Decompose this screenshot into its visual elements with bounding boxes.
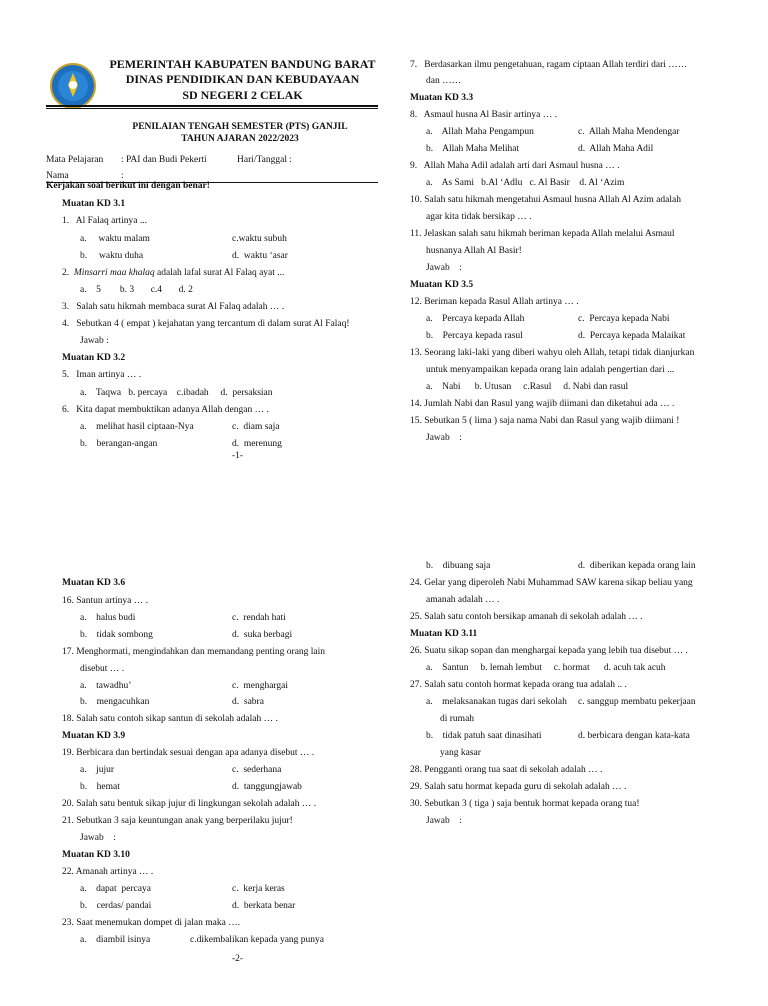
question-29: 29. Salah satu hormat kepada guru di sekolah adalah … . [410, 782, 627, 792]
q27-option-a: a. melaksanakan tugas dari sekolah [426, 697, 567, 707]
question-1: 1. Al Falaq artinya ... [62, 216, 147, 226]
question-14: 14. Jumlah Nabi dan Rasul yang wajib diimani dan diketahui ada … . [410, 399, 675, 409]
question-13: 13. Seorang laki-laki yang diberi wahyu oleh Allah, tetapi tidak dianjurkan [410, 348, 695, 358]
question-7-cont: dan …… [426, 76, 462, 86]
exam-title: PENILAIAN TENGAH SEMESTER (PTS) GANJIL [132, 122, 348, 132]
question-19: 19. Berbicara dan bertindak sesuai dengan apa adanya disebut … . [62, 748, 315, 758]
question-10: 10. Salah satu hikmah mengetahui Asmaul husna Allah Al Azim adalah [410, 195, 681, 205]
exam-year: TAHUN AJARAN 2022/2023 [181, 134, 299, 144]
q23-option-a: a. diambil isinya [80, 935, 151, 945]
page-number-2: -2- [232, 954, 244, 964]
q26-options: a. Santun b. lemah lembut c. hormat d. acuh tak acuh [426, 663, 666, 673]
question-21: 21. Sebutkan 3 saja keuntungan anak yang berperilaku jujur! [62, 816, 293, 826]
q1-option-d: d. waktu ‘asar [232, 251, 288, 261]
q11-answer-line: Jawab : [426, 263, 462, 273]
question-11-cont: husnanya Allah Al Basir! [426, 246, 522, 256]
q1-option-b: b. waktu duha [80, 251, 144, 261]
q6-option-b: b. berangan-angan [80, 439, 158, 449]
q30-answer-line: Jawab : [426, 816, 462, 826]
q23-option-d: d. diberikan kepada orang lain [578, 561, 696, 571]
kd-3-6-heading: Muatan KD 3.6 [62, 578, 126, 588]
q22-option-c: c. kerja keras [232, 884, 285, 894]
question-24-cont: amanah adalah … . [426, 595, 500, 605]
q1-option-c: c.waktu subuh [232, 234, 287, 244]
header-rule-thin [46, 108, 378, 109]
q19-option-b: b. hemat [80, 782, 120, 792]
q6-option-c: c. diam saja [232, 422, 280, 432]
subject-value: : PAI dan Budi Pekerti [121, 155, 207, 165]
kd-3-10-heading: Muatan KD 3.10 [62, 850, 130, 860]
q12-option-b: b. Percaya kepada rasul [426, 331, 523, 341]
question-30: 30. Sebutkan 3 ( tiga ) saja bentuk hormat kepada orang tua! [410, 799, 640, 809]
q17-option-a: a. tawadhu’ [80, 681, 132, 691]
question-26: 26. Suatu sikap sopan dan menghargai kepada yang lebih tua disebut … . [410, 646, 688, 656]
header-line2: DINAS PENDIDIKAN DAN KEBUDAYAAN [125, 72, 360, 86]
question-4: 4. Sebutkan 4 ( empat ) kejahatan yang tercantum di dalam surat Al Falaq! [62, 319, 350, 329]
question-28: 28. Pengganti orang tua saat di sekolah adalah … . [410, 765, 603, 775]
question-8: 8. Asmaul husna Al Basir artinya … . [410, 110, 557, 120]
q16-option-b: b. tidak sombong [80, 630, 153, 640]
q27-option-c: c. sanggup membatu pekerjaan [578, 697, 696, 707]
q13-options: a. Nabi b. Utusan c.Rasul d. Nabi dan rasul [426, 382, 629, 392]
date-colon: : [289, 155, 292, 165]
q23-option-c: c.dikembalikan kepada yang punya [190, 935, 325, 945]
question-17: 17. Menghormati, mengindahkan dan memandang penting orang lain [62, 647, 326, 657]
q19-option-c: c. sederhana [232, 765, 282, 775]
date-label: Hari/Tanggal [237, 155, 287, 165]
kd-3-3-heading: Muatan KD 3.3 [410, 93, 474, 103]
q27-option-d: d. berbicara dengan kata-kata [578, 731, 690, 741]
q17-option-b: b. mengacuhkan [80, 697, 150, 707]
q22-option-d: d. berkata benar [232, 901, 296, 911]
kd-3-11-heading: Muatan KD 3.11 [410, 629, 478, 639]
q12-option-a: a. Percaya kepada Allah [426, 314, 525, 324]
question-3: 3. Salah satu hikmah membaca surat Al Falaq adalah … . [62, 302, 285, 312]
question-2: 2. Minsarri maa khalaq adalah lafal surat Al Falaq ayat ... [62, 268, 285, 278]
q8-option-b: b. Allah Maha Melihat [426, 144, 520, 154]
q12-option-c: c. Percaya kepada Nabi [578, 314, 670, 324]
q8-option-d: d. Allah Maha Adil [578, 144, 654, 154]
q4-answer-line: Jawab : [80, 336, 109, 346]
q27-option-b: b. tidak patuh saat dinasihati [426, 731, 542, 741]
kd-3-9-heading: Muatan KD 3.9 [62, 731, 126, 741]
question-5: 5. Iman artinya … . [62, 370, 142, 380]
question-24: 24. Gelar yang diperoleh Nabi Muhammad SAW karena sikap beliau yang [410, 578, 693, 588]
question-17-cont: disebut … . [80, 664, 125, 674]
q19-option-a: a. jujur [80, 765, 115, 775]
question-7: 7. Berdasarkan ilmu pengetahuan, ragam ciptaan Allah terdiri dari …… [410, 60, 688, 70]
question-25: 25. Salah satu contoh bersikap amanah di sekolah adalah … . [410, 612, 643, 622]
header-line1: PEMERINTAH KABUPATEN BANDUNG BARAT [109, 57, 376, 71]
question-11: 11. Jelaskan salah satu hikmah beriman kepada Allah melalui Asmaul [410, 229, 675, 239]
q8-option-c: c. Allah Maha Mendengar [578, 127, 680, 137]
q5-options: a. Taqwa b. percaya c.ibadah d. persaksian [80, 388, 273, 398]
q1-option-a: a. waktu malam [80, 234, 150, 244]
q23-option-b: b. dibuang saja [426, 561, 491, 571]
question-13-cont: untuk menyampaikan kepada orang lain adalah pengertian dari ... [426, 365, 675, 375]
q19-option-d: d. tanggungjawab [232, 782, 302, 792]
q2-options: a. 5 b. 3 c.4 d. 2 [80, 285, 193, 295]
tut-wuri-handayani-logo [48, 61, 98, 111]
name-colon: : [121, 171, 124, 181]
question-16: 16. Santun artinya … . [62, 596, 149, 606]
q27-option-c-cont: di rumah [440, 714, 475, 724]
header-rule [46, 105, 378, 107]
q9-options: a. As Sami b.Al ‘Adlu c. Al Basir d. Al ‘Azim [426, 178, 625, 188]
q6-option-d: d. merenung [232, 439, 282, 449]
question-23: 23. Saat menemukan dompet di jalan maka …. [62, 918, 241, 928]
q6-option-a: a. melihat hasil ciptaan-Nya [80, 422, 194, 432]
q17-option-c: c. menghargai [232, 681, 289, 691]
kd-3-1-heading: Muatan KD 3.1 [62, 199, 126, 209]
page-number-1: -1- [232, 451, 244, 461]
question-10-cont: agar kita tidak bersikap … . [426, 212, 532, 222]
question-22: 22. Amanah artinya … . [62, 867, 154, 877]
q22-option-a: a. dapat percaya [80, 884, 151, 894]
q27-option-d-cont: yang kasar [440, 748, 481, 758]
question-12: 12. Beriman kepada Rasul Allah artinya … . [410, 297, 579, 307]
instruction: Kerjakan soal berikut ini dengan benar! [46, 181, 210, 191]
question-6: 6. Kita dapat membuktikan adanya Allah dengan … . [62, 405, 269, 415]
kd-3-2-heading: Muatan KD 3.2 [62, 353, 126, 363]
q16-option-d: d. suka berbagi [232, 630, 293, 640]
q17-option-d: d. sabra [232, 697, 264, 707]
header-line3: SD NEGERI 2 CELAK [182, 88, 303, 102]
question-20: 20. Salah satu bentuk sikap jujur di lingkungan sekolah adalah … . [62, 799, 317, 809]
q15-answer-line: Jawab : [426, 433, 462, 443]
subject-label: Mata Pelajaran [46, 155, 104, 165]
q12-option-d: d. Percaya kepada Malaikat [578, 331, 686, 341]
q21-answer-line: Jawab : [80, 833, 116, 843]
name-label: Nama [46, 171, 69, 181]
kd-3-5-heading: Muatan KD 3.5 [410, 280, 474, 290]
q16-option-a: a. halus budi [80, 613, 136, 623]
q8-option-a: a. Allah Maha Pengampun [426, 127, 534, 137]
question-15: 15. Sebutkan 5 ( lima ) saja nama Nabi dan Rasul yang wajib diimani ! [410, 416, 680, 426]
question-9: 9. Allah Maha Adil adalah arti dari Asmaul husna … . [410, 161, 620, 171]
question-18: 18. Salah satu contoh sikap santun di sekolah adalah … . [62, 714, 278, 724]
q16-option-c: c. rendah hati [232, 613, 286, 623]
q22-option-b: b. cerdas/ pandai [80, 901, 152, 911]
question-27: 27. Salah satu contoh hormat kepada orang tua adalah .. . [410, 680, 627, 690]
